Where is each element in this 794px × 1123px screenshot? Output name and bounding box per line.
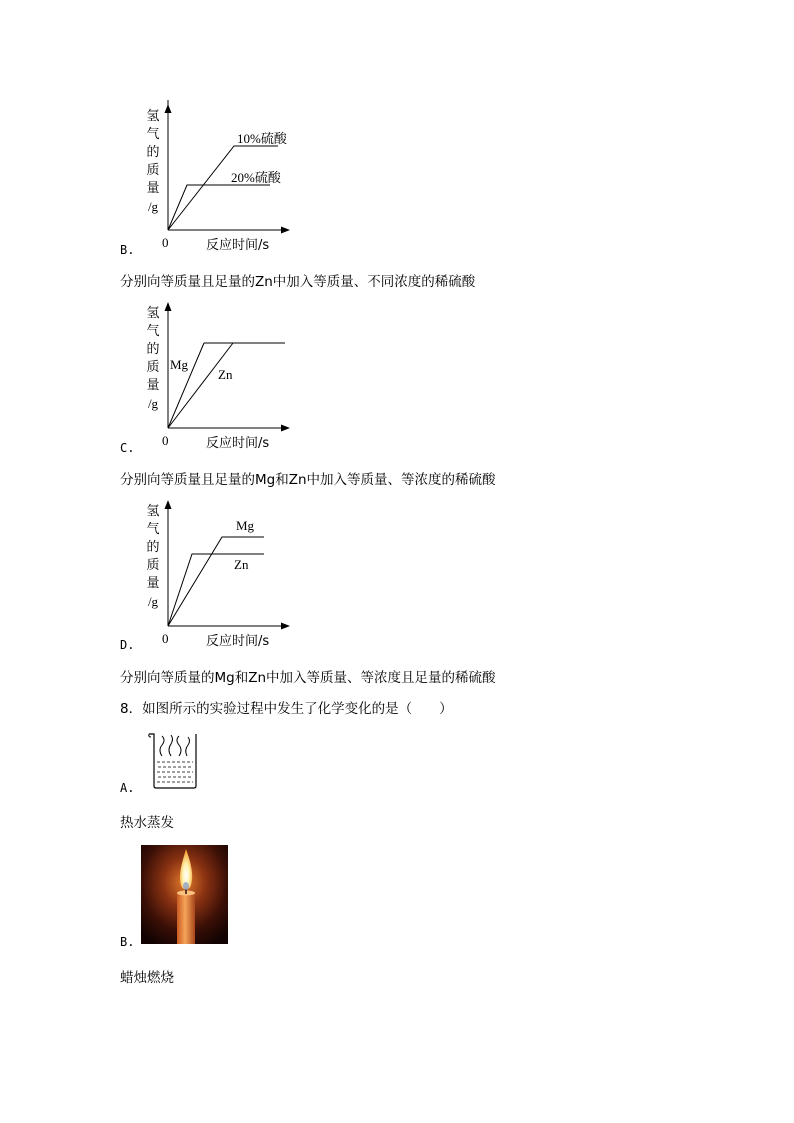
option-caption-d: 分别向等质量的Mg和Zn中加入等质量、等浓度且足量的稀硫酸	[120, 670, 496, 686]
origin-label: 0	[162, 433, 169, 448]
series-line-zn	[168, 554, 264, 626]
x-axis-label: 反应时间/s	[206, 634, 270, 649]
series-line-zn	[168, 343, 233, 428]
q8-option-caption-a: 热水蒸发	[120, 815, 174, 831]
x-axis-label: 反应时间/s	[206, 436, 270, 451]
y-axis-label: 氢 气 的 质 量 /g	[146, 306, 160, 411]
option-letter-d: D.	[120, 638, 135, 652]
beaker-steam-icon	[146, 730, 202, 794]
q8-option-letter-b: B.	[120, 935, 135, 949]
series-line-mg	[168, 343, 204, 428]
y-axis-label: 氢 气 的 质 量 /g	[146, 109, 160, 214]
series-label-zn: Zn	[234, 557, 249, 572]
origin-label: 0	[162, 631, 169, 646]
x-axis-label: 反应时间/s	[206, 238, 270, 253]
q8-option-caption-b: 蜡烛燃烧	[120, 970, 174, 986]
option-letter-c: C.	[120, 441, 135, 455]
x-axis-arrow-icon	[281, 227, 290, 234]
series-label-20pct: 20%硫酸	[231, 170, 281, 185]
series-line-20pct	[168, 185, 270, 230]
chart-option-d	[140, 496, 300, 636]
option-caption-b: 分别向等质量且足量的Zn中加入等质量、不同浓度的稀硫酸	[120, 274, 476, 290]
question-8-text: 8．如图所示的实验过程中发生了化学变化的是（ ）	[120, 701, 453, 717]
burning-candle-photo	[141, 845, 228, 948]
y-axis-arrow-icon	[165, 500, 172, 509]
series-label-zn: Zn	[218, 367, 233, 382]
option-letter-b: B.	[120, 243, 135, 257]
q8-option-letter-a: A.	[120, 781, 135, 795]
option-caption-c: 分别向等质量且足量的Mg和Zn中加入等质量、等浓度的稀硫酸	[120, 472, 496, 488]
series-label-mg: Mg	[236, 518, 255, 533]
x-axis-arrow-icon	[281, 425, 290, 432]
series-label-mg: Mg	[170, 357, 189, 372]
origin-label: 0	[162, 235, 169, 250]
y-axis-arrow-icon	[165, 302, 172, 311]
series-label-10pct: 10%硫酸	[237, 131, 287, 146]
y-axis-label: 氢 气 的 质 量 /g	[146, 504, 160, 609]
x-axis-arrow-icon	[281, 623, 290, 630]
y-axis-arrow-icon	[165, 104, 172, 113]
series-line-10pct	[168, 146, 278, 230]
